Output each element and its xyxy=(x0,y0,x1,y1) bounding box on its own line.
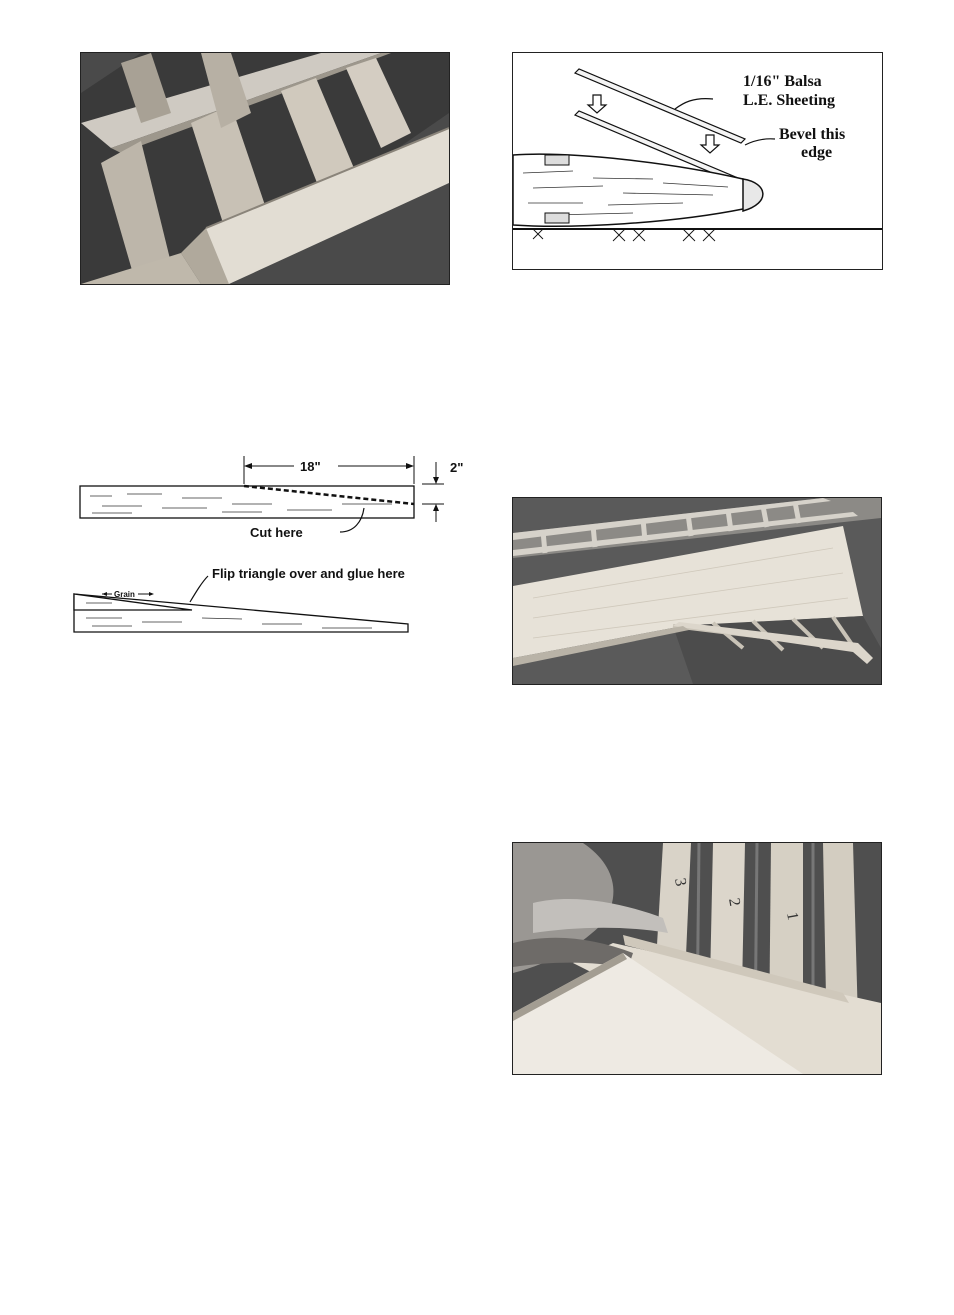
photo-wing-framework xyxy=(80,52,450,285)
wing-framework-photo-icon xyxy=(81,53,449,284)
label-balsa-line2: L.E. Sheeting xyxy=(743,92,836,109)
rib-number-1: 1 xyxy=(783,910,802,922)
diagram-le-sheeting xyxy=(512,52,883,270)
photo-glue-application xyxy=(512,842,882,1075)
dimension-width: 2" xyxy=(450,460,464,475)
dimension-length: 18" xyxy=(300,459,321,474)
rib-number-3: 3 xyxy=(671,876,690,888)
label-balsa-line1: 1/16" Balsa xyxy=(743,73,822,90)
cut-sheet-diagram xyxy=(72,448,472,648)
le-sheeting-diagram xyxy=(513,53,882,269)
label-cut-here: Cut here xyxy=(250,525,303,540)
wing-sheeting-photo-icon xyxy=(513,498,881,684)
label-flip-triangle: Flip triangle over and glue here xyxy=(212,566,405,581)
label-bevel-line2: edge xyxy=(801,144,833,161)
glue-application-photo-icon xyxy=(513,843,881,1074)
label-bevel-line1: Bevel this xyxy=(779,126,846,143)
photo-wing-sheeting xyxy=(512,497,882,685)
diagram-cut-sheet xyxy=(72,448,472,648)
label-grain: Grain xyxy=(114,590,135,599)
rib-number-2: 2 xyxy=(725,896,744,908)
